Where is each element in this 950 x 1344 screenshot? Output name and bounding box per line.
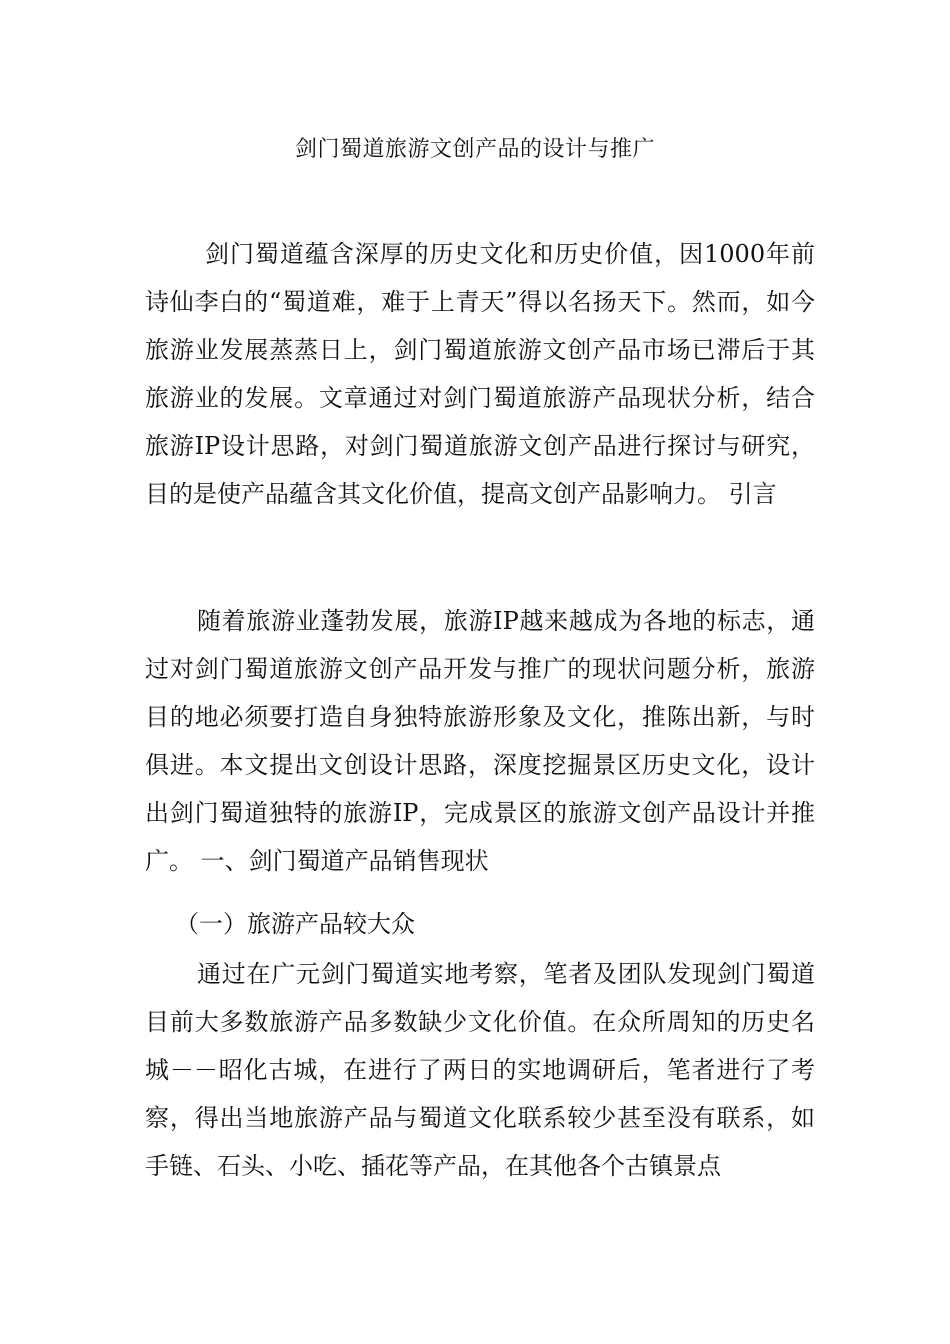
document-title: 剑门蜀道旅游文创产品的设计与推广 [294, 137, 655, 162]
abstract-paragraph: 剑门蜀道蕴含深厚的历史文化和历史价值，因1000年前诗仙李白的“蜀道难，难于上青天”得以名扬天下。然而，如今旅游业发展蒸蒸日上，剑门蜀道旅游文创产品市场已滞后于其旅游业的发展。文章通过对剑门蜀道旅游产品现状分析，结合旅游IP设计思路，对剑门蜀道旅游文创产品进行探讨与研究，目的是使产品蕴含其文化价值，提高文创产品影响力。 引言 [145, 240, 815, 508]
introduction-paragraph: 随着旅游业蓬勃发展，旅游IP越来越成为各地的标志，通过对剑门蜀道旅游文创产品开发与推广的现状问题分析，旅游目的地必须要打造自身独特旅游形象及文化，推陈出新，与时俱进。本文提出文创设计思路，深度挖掘景区历史文化，设计出剑门蜀道独特的旅游IP，完成景区的旅游文创产品设计并推广。 一、剑门蜀道产品销售现状 [145, 607, 815, 875]
survey-paragraph: 通过在广元剑门蜀道实地考察，笔者及团队发现剑门蜀道目前大多数旅游产品多数缺少文化价值。在众所周知的历史名城－－昭化古城，在进行了两日的实地调研后，笔者进行了考察，得出当地旅游产品与蜀道文化联系较少甚至没有联系，如手链、石头、小吃、插花等产品，在其他各个古镇景点 [145, 960, 815, 1180]
section-subheading: （一）旅游产品较大众 [175, 910, 415, 938]
